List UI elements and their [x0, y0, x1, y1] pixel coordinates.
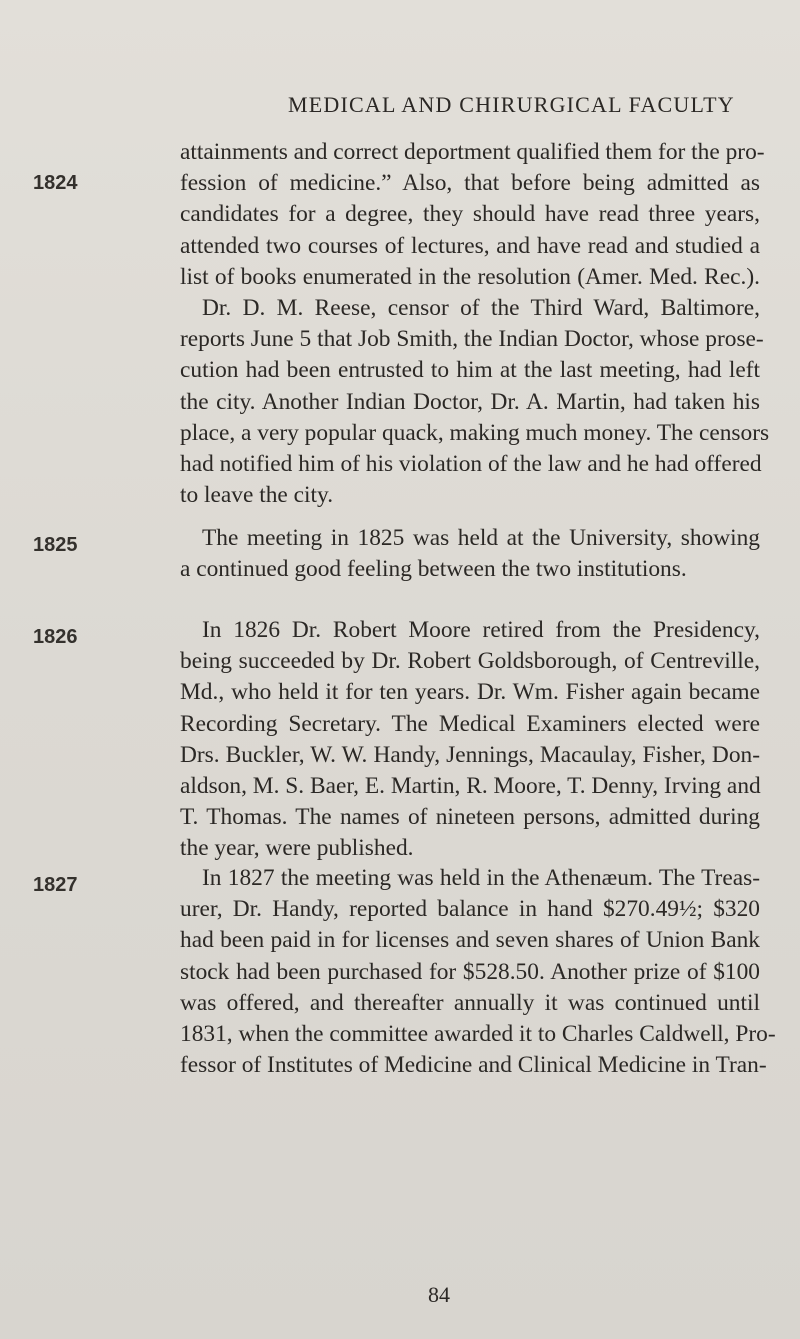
text-line: place, a very popular quack, making much money. The censors	[180, 419, 770, 446]
margin-year-1827: 1827	[33, 874, 78, 896]
paragraph-1	[180, 137, 765, 293]
text-line: urer, Dr. Handy, reported balance in hand $270.49½; $320	[180, 896, 760, 923]
text-line: T. Thomas. The names of nineteen persons, admitted during	[180, 804, 760, 831]
running-head: MEDICAL AND CHIRURGICAL FACULTY	[288, 92, 735, 117]
text-line: reports June 5 that Job Smith, the Indian Doctor, whose prose-	[180, 326, 764, 353]
text-line: to leave the city.	[180, 482, 334, 509]
text-line: fessor of Institutes of Medicine and Clinical Medicine in Tran-	[180, 1052, 767, 1079]
text-line: attended two courses of lectures, and have read and studied a	[180, 232, 760, 259]
text-line: attainments and correct deportment qualified them for the pro-	[180, 139, 765, 165]
text-line: the city. Another Indian Doctor, Dr. A. Martin, had taken his	[180, 388, 760, 415]
text-line: The meeting in 1825 was held at the University, showing	[202, 525, 760, 551]
paragraph-2	[180, 293, 770, 511]
text-line: Drs. Buckler, W. W. Handy, Jennings, Macaulay, Fisher, Don-	[180, 741, 760, 768]
paragraph-5	[180, 863, 776, 1081]
text-line: aldson, M. S. Baer, E. Martin, R. Moore, T. Denny, Irving and	[180, 772, 761, 799]
page-number: 84	[428, 1282, 450, 1307]
text-line: fession of medicine.” Also, that before being admitted as	[180, 170, 760, 197]
text-line: Dr. D. M. Reese, censor of the Third Ward, Baltimore,	[202, 295, 760, 321]
text-line: the year, were published.	[180, 835, 414, 862]
margin-year-1826: 1826	[33, 626, 78, 648]
margin-year-1824: 1824	[33, 172, 78, 194]
paragraph-3	[180, 523, 760, 585]
text-line: had notified him of his violation of the law and he had offered	[180, 450, 762, 477]
text-line: a continued good feeling between the two institutions.	[180, 556, 687, 583]
text-line: stock had been purchased for $528.50. Another prize of $100	[180, 958, 760, 985]
text-line: list of books enumerated in the resolution (Amer. Med. Rec.).	[180, 263, 760, 290]
text-line: Recording Secretary. The Medical Examiners elected were	[180, 710, 760, 737]
paragraph-4	[180, 615, 760, 865]
text-line: 1831, when the committee awarded it to Charles Caldwell, Pro-	[180, 1020, 776, 1047]
text-line: candidates for a degree, they should have read three years,	[180, 201, 760, 228]
text-line: being succeeded by Dr. Robert Goldsborough, of Centreville,	[180, 648, 760, 675]
text-line: cution had been entrusted to him at the last meeting, had left	[180, 357, 760, 384]
text-line: had been paid in for licenses and seven shares of Union Bank	[180, 927, 760, 954]
text-line: was offered, and thereafter annually it was continued until	[180, 989, 760, 1016]
text-line: In 1826 Dr. Robert Moore retired from the Presidency,	[202, 617, 760, 643]
text-line: Md., who held it for ten years. Dr. Wm. Fisher again became	[180, 679, 760, 706]
margin-year-1825: 1825	[33, 534, 78, 556]
text-line: In 1827 the meeting was held in the Athenæum. The Treas-	[202, 865, 760, 891]
